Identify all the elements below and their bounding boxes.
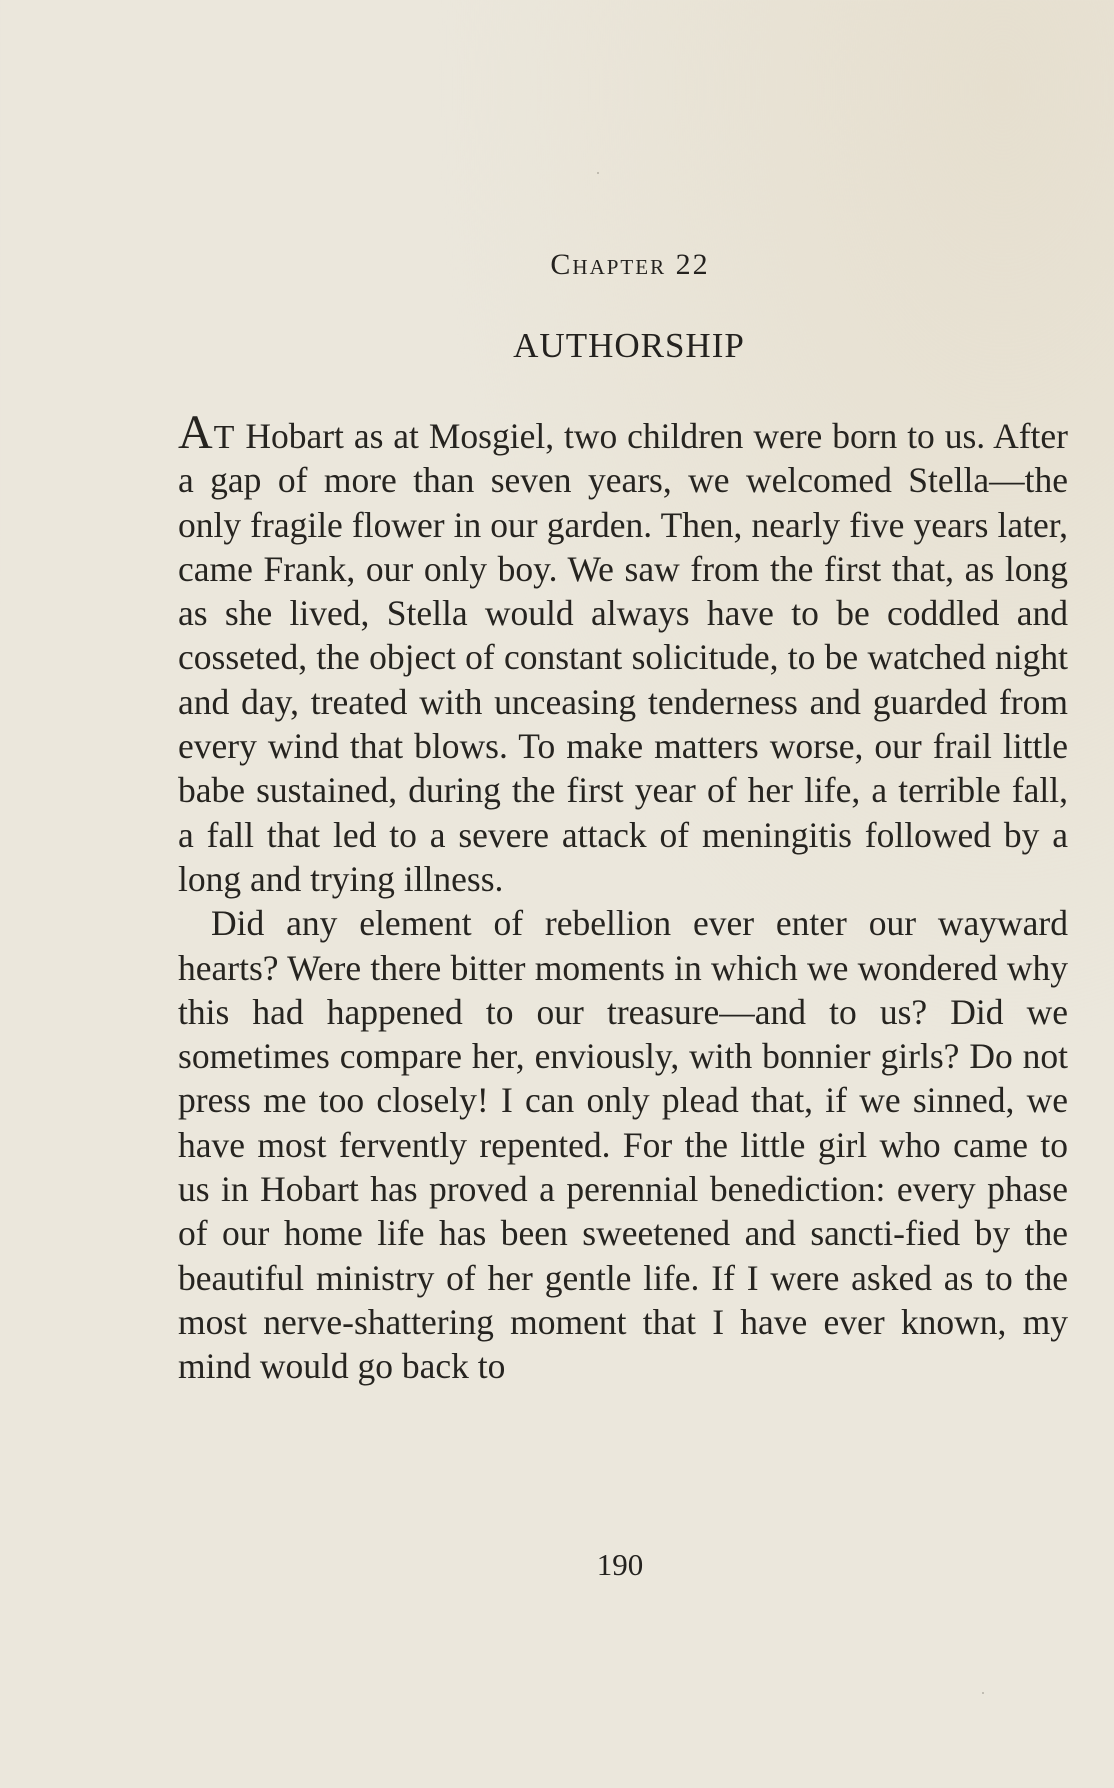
paper-speck xyxy=(597,172,599,174)
dropcap-word: At xyxy=(178,406,236,459)
paragraph-2: Did any element of rebellion ever enter our wayward hearts? Were there bitter moments in which we wondered why this had happened to our treasure—and to us? Did we sometimes compare her, enviously, with bonnier girls? Do not press me too closely! I can only plead that, if we sinned, we have most fervently repented. For the little girl who came to us in Hobart has proved a perennial benediction: every phase of our home life has been sweetened and sancti-fied by the beautiful ministry of her gentle life. If I were asked as to the most nerve-shattering moment that I have ever known, my mind would go back to xyxy=(178,903,1068,1387)
chapter-title: AUTHORSHIP xyxy=(513,326,745,365)
body-text xyxy=(178,406,1068,1389)
chapter-label: Chapter 22 xyxy=(550,248,710,281)
paper-speck xyxy=(982,1692,984,1694)
paragraph-1-text: Hobart as at Mosgiel, two children were born to us. After a gap of more than seven years, we welcomed Stella—the only fragile flower in our garden. Then, nearly five years later, came Frank, our only boy. We saw from the first that, as long as she lived, Stella would always have to be coddled and cosseted, the object of constant solicitude, to be watched night and day, treated with unceasing tenderness and guarded from every wind that blows. To make matters worse, our frail little babe sustained, during the first year of her life, a terrible fall, a fall that led to a severe attack of meningitis followed by a long and trying illness. xyxy=(178,416,1068,899)
paragraph-1 xyxy=(178,406,1068,901)
page-number: 190 xyxy=(596,1547,644,1582)
